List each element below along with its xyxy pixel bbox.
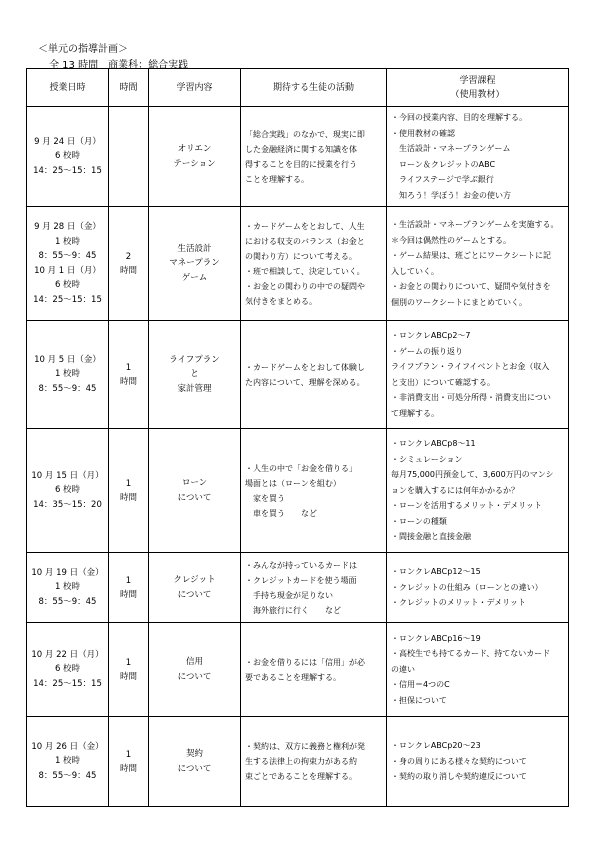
header-content: 学習内容 [149,69,241,107]
materials-cell-line: ライフプラン・ライフイベントとお金（収入 [391,362,550,371]
activity-cell-line: ・お金を借りるには「信用」が必 [245,657,365,667]
content-cell-line: と [190,369,199,380]
header-date: 授業日時 [27,69,109,107]
header-materials: 学習課程 （使用教材） [387,69,569,107]
date-cell [27,321,109,429]
hours-cell [109,717,149,807]
materials-cell-line: ・生活設計・マネープランゲームを実施する。 [391,220,559,229]
content-cell [149,553,241,623]
activity-cell-line: ・お金との関わりの中での疑問や [245,281,365,291]
unit-plan-heading: ＜単元の指導計画＞ [38,44,128,55]
content-cell-line: テーション [173,158,216,169]
table-row [27,553,569,623]
hours-cell [109,623,149,717]
date-cell-line: 8：55～9：45 [38,251,97,261]
hours-cell [109,207,149,321]
activity-cell-line: ・カードゲームをとおして、人生 [245,221,365,231]
date-cell-line: 8：55～9：45 [38,770,97,781]
content-cell [149,207,241,321]
hours-cell-line: 時間 [119,376,137,387]
content-cell-line: について [177,671,212,682]
hours-cell-line: 1 [125,749,132,760]
activity-cell-line: 束ごとであることを理解する。 [245,772,357,781]
activity-cell [241,553,387,623]
date-cell-line: 6 校時 [54,485,81,496]
unit-plan-subheading: 全 13 時間 商業科：総合実践 [49,60,189,71]
materials-cell-line: ・身の周りにある様々な契約について [391,756,527,766]
materials-cell-line: ・信用＝4つのC [391,680,450,690]
activity-cell-line: における収支のバランス（お金と [245,236,365,246]
materials-cell-line: ・非消費支出・可処分所得・消費支出につい [391,393,551,402]
hours-cell-line: 時間 [119,265,137,276]
content-cell-line: オリエン [177,144,212,154]
date-cell-line: 10 月 5 日（金） [34,354,101,365]
date-cell [27,207,109,321]
materials-cell [387,717,569,807]
date-cell-line: 8：55～9：45 [38,383,97,394]
materials-cell-line: ョンを購入するには何年かかるか？ [391,485,519,495]
materials-cell-line: ・ロンクレABCp20～23 [391,741,481,751]
activity-cell-line: 家を買う [245,493,285,503]
materials-cell-line: ・間接金融と直接金融 [391,532,471,542]
activity-cell-line: ・契約は、双方に義務と権利が発 [245,742,365,751]
content-cell-line: 信用 [185,657,203,667]
activity-cell-line: ・班で相談して、決定していく。 [245,266,365,276]
date-cell-line: 6 校時 [54,151,81,162]
table-row [27,321,569,429]
activity-cell [241,321,387,429]
date-cell [27,623,109,717]
content-cell-line: クレジット [173,575,216,585]
materials-cell-line: ・ローンの種類 [391,516,447,526]
activity-cell [241,717,387,807]
activity-cell-line: 手持ち現金が足りない [245,590,333,600]
date-cell-line: 9 月 28 日（金） [34,222,101,232]
materials-cell-line: 毎月75,000円預金して、3,600万円のマンシ [391,470,554,480]
materials-cell-line: 知ろう！学ぼう！お金の使い方 [391,190,511,200]
date-cell-line: 9 月 24 日（月） [34,136,101,147]
hours-cell [109,553,149,623]
date-cell-line: 10 月 26 日（金） [31,741,104,752]
hours-cell [109,429,149,553]
date-cell-line: 14：25～15：15 [33,294,102,305]
date-cell [27,429,109,553]
materials-cell-line: ・高校生でも持てるカード、持てないカード [391,649,551,659]
hours-cell-line: 2 [125,251,132,262]
materials-cell-line: て理解する。 [391,408,439,418]
content-cell-line: マネープラン [169,258,220,269]
content-cell-line: 生活設計 [177,243,212,254]
content-cell-line: について [177,492,212,503]
activity-cell-line: ・人生の中で「お金を借りる」 [245,463,357,473]
hours-cell-line: 時間 [119,589,137,600]
materials-cell [387,321,569,429]
table-row [27,207,569,321]
content-cell [149,429,241,553]
materials-cell [387,107,569,207]
header-activity: 期待する生徒の活動 [241,69,387,107]
materials-cell-line: ローン＆クレジットのABC [391,159,496,169]
materials-cell-line: ・担保について [391,695,447,705]
activity-cell-line: ・みんなが持っているカードは [245,560,357,570]
hours-cell-line: 時間 [119,763,137,774]
materials-cell-line: 入していく。 [391,266,439,276]
materials-cell-line: ・ロンクレABCp8～11 [391,439,476,449]
table-row [27,717,569,807]
date-cell-line: 8：55～9：45 [38,596,97,607]
activity-cell-line: ・カードゲームをとおして体験し [245,362,365,372]
date-cell-line: 10 月 1 日（月） [34,265,101,276]
activity-cell-line: 生する法律上の拘束力がある約 [245,757,357,766]
hours-cell-line: 1 [125,478,132,489]
materials-cell-line: ＊今回は偶然性のゲームとする。 [391,235,511,245]
hours-cell [109,107,149,207]
date-cell-line: 1 校時 [54,236,81,247]
activity-cell-line: 要であることを理解する。 [245,672,341,682]
materials-cell-line: の違い [391,664,415,674]
hours-cell-line: 時間 [119,492,137,503]
materials-cell-line: ・クレジットの仕組み（ローンとの違い） [391,582,543,592]
date-cell-line: 14：25～15：15 [33,165,102,176]
hours-cell-line: 1 [125,657,132,668]
table-row [27,623,569,717]
materials-cell-line: ・クレジットのメリット・デメリット [391,598,526,608]
materials-cell-line: ・シミュレーション [391,454,463,464]
materials-cell-line: ・今回の授業内容、目的を理解する。 [391,113,527,122]
date-cell-line: 10 月 19 日（金） [31,567,104,578]
activity-cell-line: ・クレジットカードを使う場面 [245,575,357,585]
materials-cell [387,553,569,623]
hours-cell [109,321,149,429]
date-cell-line: 14：25～15：15 [33,678,102,689]
content-cell-line: について [177,589,212,600]
hours-cell-line: 1 [125,575,132,586]
hours-cell-line: 1 [125,362,132,373]
activity-cell-line: 海外旅行に行く など [245,605,341,615]
activity-cell-line: 車を買う など [245,508,317,518]
activity-cell-line: 場面とは（ローンを組む） [245,478,341,488]
activity-cell-line: した金融経済に関する知識を体 [245,144,357,154]
content-cell-line: について [177,763,212,774]
materials-cell-line: と支出）について確認する。 [391,377,495,387]
date-cell-line: 6 校時 [54,664,81,675]
materials-cell-line: ・ゲーム結果は、班ごとにワークシートに記 [391,251,551,260]
hours-cell-line: 時間 [119,671,137,682]
content-cell-line: 家計管理 [177,383,212,394]
date-cell-line: 1 校時 [54,756,81,767]
activity-cell-line: 得することを目的に授業を行う [245,159,357,169]
materials-cell-line: ・お金との関わりについて、疑問や気付きを [391,282,551,291]
date-cell-line: 6 校時 [54,280,81,290]
activity-cell-line: 「総合実践」のなかで、現実に即 [245,129,365,139]
materials-cell [387,429,569,553]
content-cell [149,717,241,807]
date-cell-line: 14：35～15：20 [33,499,102,510]
date-cell-line: 10 月 22 日（月） [31,649,104,660]
lesson-plan-table [26,68,569,807]
materials-cell-line: 生活設計・マネープランゲーム [391,144,511,153]
content-cell-line: ローン [181,478,208,488]
date-cell-line: 1 校時 [54,369,81,380]
activity-cell [241,207,387,321]
activity-cell [241,623,387,717]
content-cell [149,107,241,207]
table-header-row [27,69,569,107]
activity-cell [241,107,387,207]
activity-cell-line: た内容について、理解を深める。 [245,377,365,387]
materials-cell-line: 個別のワークシートにまとめていく。 [391,297,527,307]
materials-cell-line: ・ゲームの振り返り [391,346,463,356]
materials-cell-line: ・使用教材の確認 [391,128,455,138]
materials-cell-line: ・ローンを活用するメリット・デメリット [391,501,542,511]
materials-cell-line: ・ロンクレABCp12～15 [391,567,481,577]
header-hours: 時間 [109,69,149,107]
materials-cell-line: ライフステージで学ぶ銀行 [391,175,494,184]
materials-cell-line: ・ロンクレABCp2～7 [391,331,471,340]
materials-cell-line: ・ロンクレABCp16～19 [391,633,481,643]
activity-cell-line: ことを理解する。 [245,174,309,184]
date-cell [27,717,109,807]
date-cell-line: 10 月 15 日（月） [31,470,104,481]
content-cell-line: 契約 [185,749,203,759]
content-cell [149,321,241,429]
activity-cell-line: 気付きをまとめる。 [245,296,317,306]
date-cell [27,553,109,623]
date-cell-line: 1 校時 [54,582,81,593]
content-cell-line: ゲーム [181,272,208,283]
activity-cell-line: の関わり方）について考える。 [245,251,357,261]
activity-cell [241,429,387,553]
content-cell-line: ライフプラン [169,354,220,365]
materials-cell [387,207,569,321]
materials-cell-line: ・契約の取り消しや契約違反について [391,772,527,782]
table-row [27,429,569,553]
materials-cell [387,623,569,717]
content-cell [149,623,241,717]
table-row [27,107,569,207]
date-cell [27,107,109,207]
